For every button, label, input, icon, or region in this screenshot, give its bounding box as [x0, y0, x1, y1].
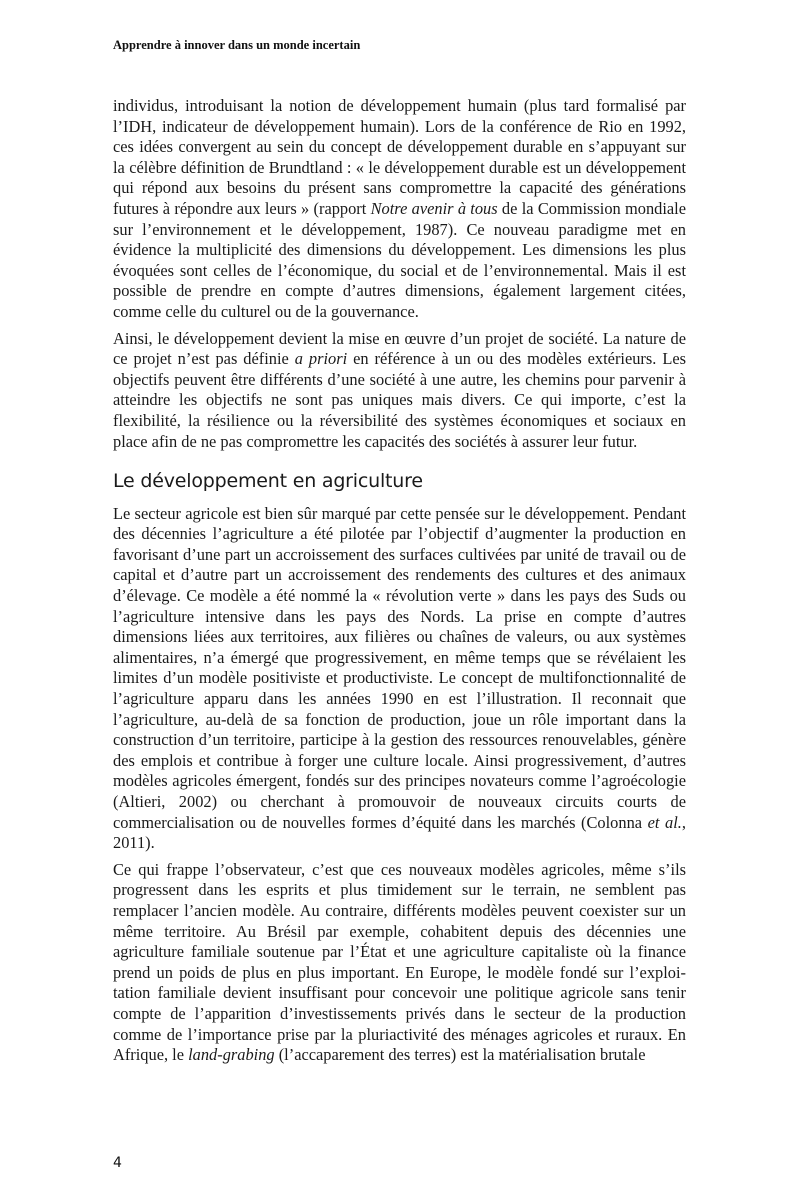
paragraph — [113, 860, 686, 1066]
section-heading: Le développement en agriculture — [113, 470, 423, 493]
text-run: de la Commission mondiale sur l’environnement et le développement, 1987). Ce nouveau paradigme met en évidence la multiplicité des dimensions du développement. Les dimensions les plus évoquées sont celles de l’économique, du social et de l’environnemental. Mais il est possible de prendre en compte d’autres dimensions, également largement citées, comme celle du culturel ou de la gouvernance. — [113, 198, 686, 321]
body-text — [113, 96, 686, 1072]
page-number: 4 — [113, 1155, 122, 1171]
paragraph — [113, 504, 686, 854]
text-run: , 2011). — [113, 812, 686, 853]
paragraph — [113, 96, 686, 323]
text-run: en référence à un ou des modèles extérieurs. Les objectifs peuvent être différents d’une société à une autre, les chemins pour parvenir à atteindre les objectifs ne sont pas uniques mais divers. Ce qui importe, c’est la flexibilité, la résilience ou la réversibilité des systèmes économiques et sociaux en place afin de ne pas compromettre les capacités des sociétés à assurer leur futur. — [113, 349, 686, 451]
italic-text: land-grabing — [188, 1045, 275, 1065]
text-run: (l’accaparement des terres) est la matérialisation brutale — [274, 1045, 646, 1065]
text-run: Ce qui frappe l’observateur, c’est que ces nouveaux modèles agricoles, même s’ils progressent dans les esprits et plus timidement sur le terrain, ne semblent pas remplacer l’ancien modèle. Au contraire, différents modèles peuvent coexister sur un même territoire. Au Brésil par exemple, cohabitent depuis des décennies une agriculture familiale soutenue par l’État et une agriculture capitaliste où la finance prend un poids de plus en plus important. En Europe, le modèle fondé sur l’exploitation familiale devient insuffisant pour concevoir une politique agricole sans tenir compte de l’apparition d’investissements privés dans le secteur de la production comme de l’importance prise par la pluriactivité des ménages agricoles et ruraux. En Afrique, le — [113, 859, 686, 1065]
italic-text: et al. — [647, 812, 682, 832]
italic-text: Notre avenir à tous — [370, 198, 498, 218]
text-run: Le secteur agricole est bien sûr marqué par cette pensée sur le développement. Pendant des décennies l’agriculture a été pilotée par l’objectif d’augmenter la production en favorisant d’une part un accroissement des surfaces cultivées par unité de travail ou de capital et d’autre part un accroissement des rendements des cultures et des animaux d’élevage. Ce modèle a été nommé la « révolution verte » dans les pays des Suds ou l’agriculture intensive dans les pays des Nords. La prise en compte d’autres dimensions liées aux territoires, aux filières ou chaînes de valeurs, ou aux systèmes alimentaires, n’a émergé que progressivement, en même temps que se révélaient les limites d’un modèle positiviste et productiviste. Le concept de multifonctionnalité de l’agriculture apparu dans les années 1990 en est l’illustration. Il reconnait que l’agriculture, au-delà de sa fonction de production, joue un rôle important dans la construction d’un territoire, participe à la gestion des ressources renouvelables, génère des emplois et contribue à forger une culture locale. Ainsi progressivement, d’autres modèles agricoles émergent, fondés sur des principes novateurs comme l’agroécologie (Altieri, 2002) ou cherchant à promouvoir de nouveaux circuits courts de commercialisation ou de nouvelles formes d’équité dans les marchés (Colonna — [113, 503, 686, 832]
text-run: individus, introduisant la notion de développement humain (plus tard formalisé par l’IDH, indicateur de développement humain). Lors de la conférence de Rio en 1992, ces idées convergent au sein du concept de développement durable en s’appuyant sur la célèbre définition de Brundtland : « le développement durable est un développement qui répond aux besoins du présent sans compromettre la capacité des générations futures à répondre aux leurs » (rapport — [113, 96, 686, 218]
running-head: Apprendre à innover dans un monde incertain — [113, 38, 361, 52]
text-run: Ainsi, le développement devient la mise en œuvre d’un projet de société. La nature de ce projet n’est pas définie — [113, 328, 686, 369]
paragraph — [113, 329, 686, 453]
italic-text: a priori — [294, 349, 348, 369]
